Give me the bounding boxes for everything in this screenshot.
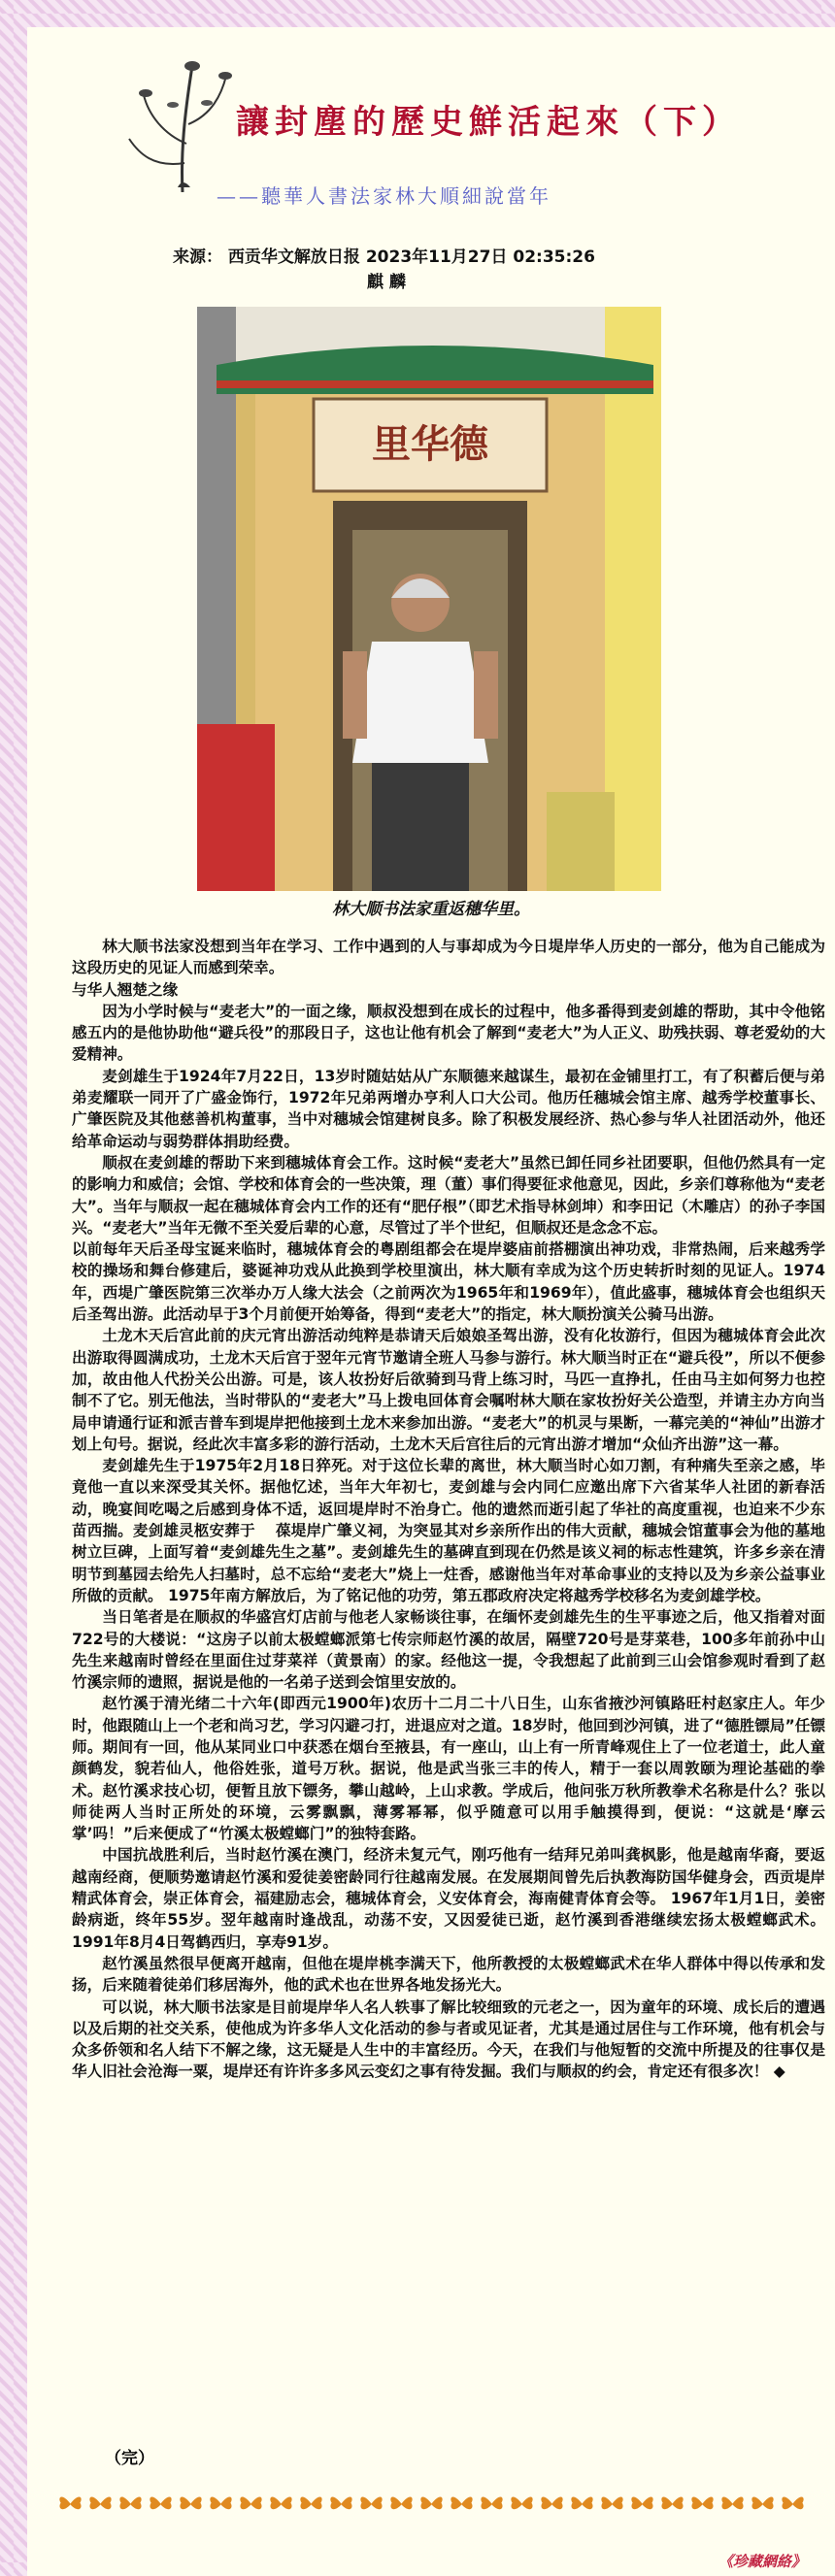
butterfly-icon xyxy=(780,2491,806,2517)
butterfly-icon xyxy=(148,2491,174,2517)
butterfly-icon xyxy=(268,2491,294,2517)
article-subtitle: ——聽華人書法家林大順細說當年 xyxy=(217,184,551,208)
paragraph: 以前每年天后圣母宝诞来临时，穗城体育会的粤剧组都会在堤岸婆庙前搭棚演出神功戏，非常热闹，后来越秀学校的操场和舞台修建后，婆诞神功戏从此换到学校里演出，林大顺有幸成为这个历史转折时刻的见证人。1974年，西堤广肇医院第三次举办万人缘大法会（之前两次为1965年和1969年），值此盛事，穗城体育会也组织天后圣驾出游。此活动早于3个月前便开始筹备，得到“麦老大”的指定，林大顺扮演关公骑马出游。 xyxy=(72,1240,825,1324)
butterfly-icon xyxy=(659,2491,685,2517)
paragraph: 中国抗战胜利后，当时赵竹溪在澳门，经济未复元气，刚巧他有一结拜兄弟叫龚枫影，他是越南华裔，要返越南经商，便顺势邀请赵竹溪和爱徒姜密龄同行往越南发展。在发展期间曾先后执教海防国华健身会，西贡堤岸精武体育会，崇正体育会，福建励志会，穗城体育会，义安体育会，海南健青体育会等。 1967年1月1日，姜密龄病逝，终年55岁。翌年越南时逢战乱，动荡不安，又因爱徒已逝，赵竹溪到香港继续宏扬太极螳螂武术。1991年8月4日驾鹤西归，享寿91岁。 xyxy=(72,1846,825,1951)
paragraph: 当日笔者是在顺叔的华盛宫灯店前与他老人家畅谈往事，在缅怀麦剑雄先生的生平事迹之后，他又指着对面722号的大楼说：“这房子以前太极螳螂派第七传宗师赵竹溪的故居，隔壁720号是芽菜巷，100多年前孙中山先生来越南时曾经在里面住过芽菜祥（黄景南）的家。经他这一提，令我想起了此前到三山会馆参观时看到了赵竹溪宗师的遗照，据说是他的一名弟子送到会馆里安放的。 xyxy=(72,1608,825,1692)
paragraph: 林大顺书法家没想到当年在学习、工作中遇到的人与事却成为今日堤岸华人历史的一部分，他为自己能成为这段历史的见证人而感到荣幸。 xyxy=(72,938,825,977)
butterfly-icon xyxy=(509,2491,535,2517)
paragraph: 麦剑雄先生于1975年2月18日猝死。对于这位长辈的离世，林大顺当时心如刀割，有种痛失至亲之感，毕竟他一直以来深受其关怀。据他忆述，当年大年初七，麦剑雄与会内同仁应邀出席下六省某华人社团的新春活动，晚宴间吃喝之后感到身体不适，返回堤岸时不治身亡。他的遗然而逝引起了华社的高度重视，也迫来不少东苗西揣。麦剑雄灵柩安葬于 葆堤岸广肇义祠，为突显其对乡亲所作出的伟大贡献，穗城会馆董事会为他的墓地树立巨碑，上面写着“麦剑雄先生之墓”。麦剑雄先生的墓碑直到现在仍然是该义祠的标志性建筑，许多乡亲在清明节到墓园去给先人扫墓时，总不忘给“麦老大”烧上一炷香，感谢他当年对革命事业的支持以及为乡亲公益事业所做的贡献。 1975年南方解放后，为了铭记他的功劳，第五郡政府决定将越秀学校移名为麦剑雄学校。 xyxy=(72,1457,825,1604)
source-line: 来源： 西贡华文解放日报 2023年11月27日 02:35:26 xyxy=(173,248,595,267)
butterfly-icon xyxy=(117,2491,144,2517)
butterfly-icon xyxy=(238,2491,264,2517)
butterfly-icon xyxy=(87,2491,114,2517)
butterfly-icon xyxy=(629,2491,655,2517)
page-content xyxy=(27,27,835,2576)
article-title: 讓封塵的歷史鮮活起來（下） xyxy=(236,103,741,142)
butterfly-icon xyxy=(178,2491,204,2517)
butterfly-border xyxy=(27,2491,835,2526)
butterfly-icon xyxy=(750,2491,776,2517)
article-body xyxy=(72,936,825,2083)
paragraph: 赵竹溪虽然很早便离开越南，但他在堤岸桃李满天下，他所教授的太极螳螂武术在华人群体中得以传承和发扬，后来随着徒弟们移居海外，他的武术也在世界各地发扬光大。 xyxy=(72,1954,825,1995)
butterfly-icon xyxy=(539,2491,565,2517)
butterfly-icon xyxy=(208,2491,234,2517)
butterfly-icon xyxy=(569,2491,595,2517)
butterfly-icon xyxy=(298,2491,324,2517)
butterfly-icon xyxy=(449,2491,475,2517)
butterfly-icon xyxy=(599,2491,625,2517)
paragraph: 可以说，林大顺书法家是目前堤岸华人名人轶事了解比较细致的元老之一，因为童年的环境、成长后的遭遇以及后期的社交关系，使他成为许多华人文化活动的参与者或见证者，尤其是通过居住与工作环境，他有机会与众多侨领和名人结下不解之缘，这无疑是人生中的丰富经历。今天，在我们与他短暂的交流中所提及的往事仅是华人旧社会沧海一粟，堤岸还有许许多多风云变幻之事有待发掘。我们与顺叔的约会，肯定还有很多次！ ◆ xyxy=(72,1998,825,2081)
paragraph: 土龙木天后宫此前的庆元宵出游活动纯粹是恭请天后娘娘圣驾出游，没有化妆游行，但因为穗城体育会此次出游取得圆满成功，土龙木天后宫于翌年元宵节邀请全班人马参与游行。林大顺当时正在“避兵役”，所以不便参加，故由他人代扮关公出游。可是，该人妆扮好后欲骑到马背上练习时，马匹一直挣扎，任由马主如何努力也控制不了它。别无他法，当时带队的“麦老大”马上拨电回体育会嘱咐林大顺在家妆扮好关公造型，并请主办方向当局申请通行证和派吉普车到堤岸把他接到土龙木来参加出游。“麦老大”的机灵与果断，一幕完美的“神仙”出游才划上句号。据说，经此次丰富多彩的游行活动，土龙木天后宫往后的元宵出游才增加“众仙齐出游”这一幕。 xyxy=(72,1327,825,1453)
stamp-text: 《珍藏網絡》 xyxy=(718,2553,806,2570)
butterfly-icon xyxy=(719,2491,746,2517)
butterfly-icon xyxy=(328,2491,354,2517)
paragraph: 顺叔在麦剑雄的帮助下来到穗城体育会工作。这时候“麦老大”虽然已卸任同乡社团要职，但他仍然具有一定的影响力和威信；会馆、学校和体育会的一些决策，理（董）事们得要征求他意见，因此，乡亲们尊称他为“麦老大”。当年与顺叔一起在穗城体育会内工作的还有“肥仔根”（即艺术指导林剑坤）和李田记（木雕店）的孙子李国兴。“麦老大”当年无微不至关爱后辈的心意，尽管过了半个世纪，但顺叔还是念念不忘。 xyxy=(72,1153,825,1237)
photo-caption: 林大顺书法家重返穗华里。 xyxy=(332,900,530,919)
paragraph: 麦剑雄生于1924年7月22日，13岁时随姑姑从广东顺德来越谋生，最初在金铺里打工，有了积蓄后便与弟弟麦耀联一同开了广盛金饰行，1972年兄弟两增办亨利人口大公司。他历任穗城会馆主席、越秀学校董事长、广肇医院及其他慈善机构董事，当中对穗城会馆建树良多。除了积极发展经济、热心参与华人社团活动外，他还给革命运动与弱势群体捐助经费。 xyxy=(72,1067,825,1150)
butterfly-icon xyxy=(388,2491,415,2517)
article-photo xyxy=(197,307,661,891)
butterfly-icon xyxy=(418,2491,445,2517)
end-mark: （完） xyxy=(105,2449,154,2468)
paragraph: 赵竹溪于清光绪二十六年(即西元1900年)农历十二月二十八日生，山东省掖沙河镇路旺村赵家庄人。年少时，他跟随山上一个老和尚习艺，学习闪避刁打，进退应对之道。18岁时，他回到沙河镇，进了“德胜镖局”任镖师。期间有一回，他从某同业口中获悉在烟台至掖县，有一座山，山上有一所青峰观住上了一位老道士，此人童颜鹤发，貌若仙人，他俗姓张，道号万秋。据说，他是武当张三丰的传人，精于一套以周敦颐为理论基础的拳术。赵竹溪求技心切，便暂且放下镖务，攀山越岭，上山求教。学成后，他问张万秋所教拳术名称是什么？张以师徒两人当时正所处的环境，云雾飘飘，薄雾幂幂，似乎随意可以用手触摸得到，便说：“这就是‘摩云掌’吗！”后来便成了“竹溪太极螳螂门”的独特套路。 xyxy=(72,1695,825,1843)
butterfly-icon xyxy=(479,2491,505,2517)
butterfly-icon xyxy=(689,2491,716,2517)
butterfly-icon xyxy=(358,2491,384,2517)
paragraph: 因为小学时候与“麦老大”的一面之缘，顺叔没想到在成长的过程中，他多番得到麦剑雄的帮助，其中令他铭感五内的是他协助他“避兵役”的那段日子，这也让他有机会了解到“麦老大”为人正义、助残扶弱、尊老爱幼的大爱精神。 xyxy=(72,1002,825,1064)
butterfly-icon xyxy=(57,2491,84,2517)
author-name: 麒 麟 xyxy=(367,273,406,292)
section-heading: 与华人翘楚之缘 xyxy=(72,980,179,999)
orchid-decoration-icon xyxy=(124,47,250,192)
sign-text: 里华德 xyxy=(372,421,488,467)
